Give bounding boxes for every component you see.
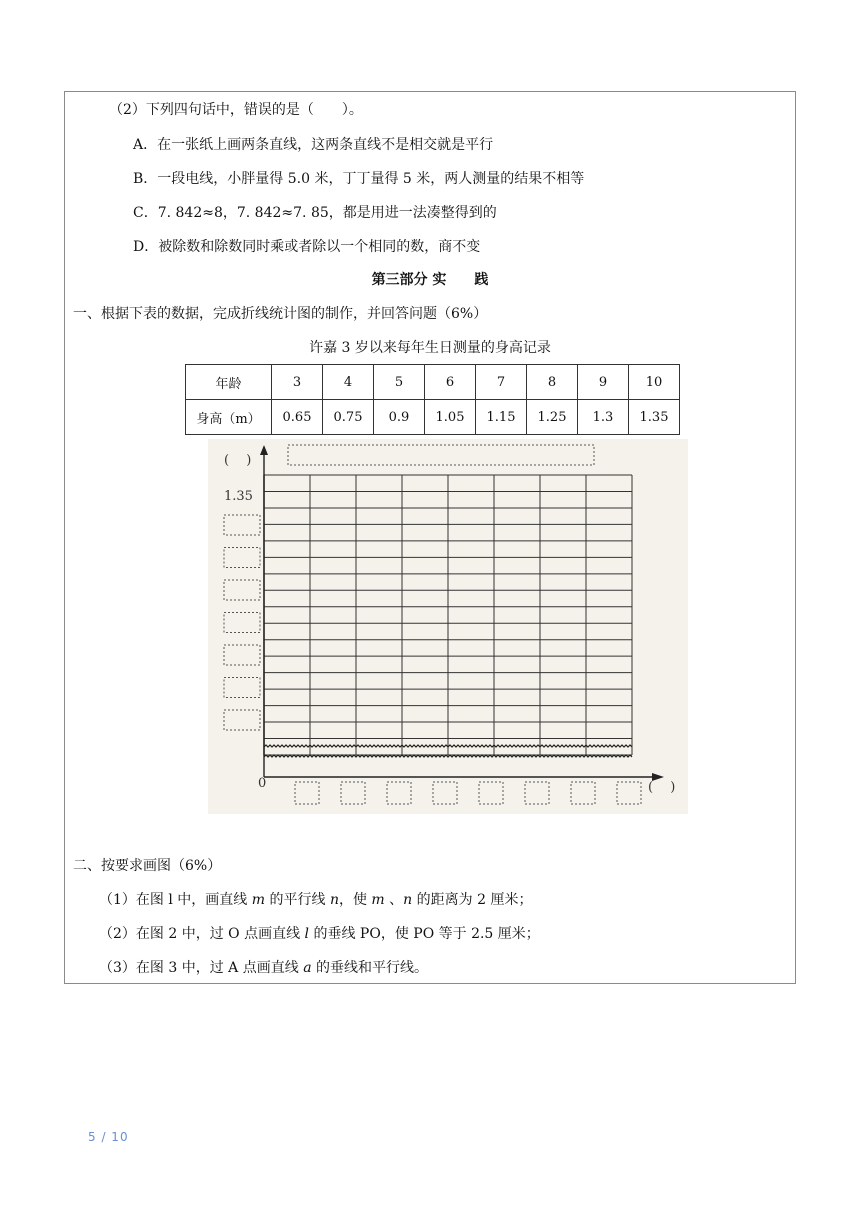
height-table <box>185 364 680 435</box>
var-n: n <box>329 892 339 908</box>
table-cell: 10 <box>629 365 680 400</box>
q2-option-c: C．7. 842≈8，7. 842≈7. 85，都是用进一法凑整得到的 <box>133 205 497 221</box>
table-cell: 1.35 <box>629 400 680 435</box>
q2-stem: （2）下列四句话中，错误的是（ ）。 <box>109 102 363 118</box>
y-top-tick-label: 1.35 <box>224 489 253 504</box>
item3-text-b: 的垂线和平行线。 <box>311 960 428 976</box>
table-label-height: 身高（m） <box>186 400 272 435</box>
q2-option-b: B．一段电线，小胖量得 5.0 米，丁丁量得 5 米，两人测量的结果不相等 <box>133 171 585 187</box>
section2-item-2 <box>99 925 540 943</box>
y-unit-blank: ( ) <box>224 453 252 468</box>
table-cell: 7 <box>476 365 527 400</box>
item1-text-d: 、 <box>384 892 404 908</box>
item3-text-a: （3）在图 3 中，过 A 点画直线 <box>99 960 304 976</box>
table-row-height <box>186 400 680 435</box>
table-label-age: 年龄 <box>186 365 272 400</box>
table-caption: 许嘉 3 岁以来每年生日测量的身高记录 <box>309 340 551 356</box>
x-unit-blank: ( ) <box>648 780 676 795</box>
line-chart-grid <box>208 439 688 814</box>
item1-text-a: （1）在图 l 中，画直线 <box>99 892 252 908</box>
page-number: 5 / 10 <box>88 1130 129 1144</box>
table-cell: 1.05 <box>425 400 476 435</box>
table-cell: 3 <box>272 365 323 400</box>
table-cell: 4 <box>323 365 374 400</box>
table-cell: 5 <box>374 365 425 400</box>
table-cell: 8 <box>527 365 578 400</box>
section1-heading: 一、根据下表的数据，完成折线统计图的制作，并回答问题（6%） <box>73 306 488 322</box>
item2-text-a: （2）在图 2 中，过 O 点画直线 <box>99 926 305 942</box>
content-frame <box>64 91 796 984</box>
item2-text-b: 的垂线 PO，使 PO 等于 2.5 厘米； <box>309 926 540 942</box>
var-a: a <box>303 960 312 976</box>
item1-text-e: 的距离为 2 厘米； <box>412 892 533 908</box>
table-cell: 1.3 <box>578 400 629 435</box>
section2-heading: 二、按要求画图（6%） <box>73 858 222 874</box>
table-cell: 1.25 <box>527 400 578 435</box>
section2-item-1 <box>99 891 532 909</box>
item1-text-c: ，使 <box>338 892 372 908</box>
table-cell: 6 <box>425 365 476 400</box>
var-n: n <box>403 892 413 908</box>
table-cell: 0.65 <box>272 400 323 435</box>
table-row-age <box>186 365 680 400</box>
var-m: m <box>371 892 385 908</box>
section2-item-3 <box>99 959 428 977</box>
var-m: m <box>251 892 266 908</box>
part3-title: 第三部分 实 践 <box>371 272 489 288</box>
table-cell: 0.9 <box>374 400 425 435</box>
table-cell: 0.75 <box>323 400 374 435</box>
table-cell: 1.15 <box>476 400 527 435</box>
origin-label: 0 <box>258 776 267 791</box>
q2-option-d: D．被除数和除数同时乘或者除以一个相同的数，商不变 <box>133 239 481 255</box>
table-cell: 9 <box>578 365 629 400</box>
item1-text-b: 的平行线 <box>265 892 330 908</box>
var-l: l <box>304 926 310 942</box>
q2-option-a: A．在一张纸上画两条直线，这两条直线不是相交就是平行 <box>133 137 494 153</box>
